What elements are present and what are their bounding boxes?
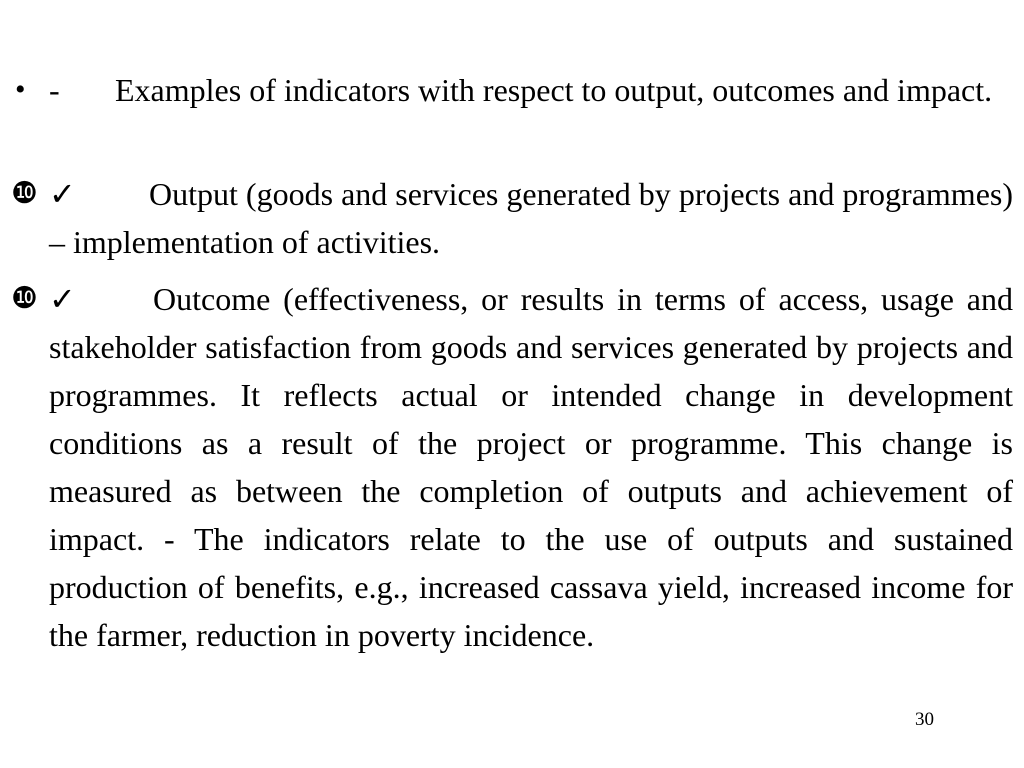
- checkmark-icon: ✓: [49, 176, 76, 212]
- paragraph-indicators-intro: [15, 66, 1013, 114]
- page-number: 30: [915, 709, 934, 730]
- paragraph-outcome: [11, 275, 1013, 659]
- dash-marker: -: [49, 72, 60, 108]
- checkmark-icon: ✓: [49, 281, 76, 317]
- paragraph-output: [11, 170, 1013, 266]
- bullet-marker: •: [15, 73, 26, 106]
- paragraph-text: Output (goods and services generated by projects and programmes) – implementation of activities.: [49, 176, 1013, 260]
- numbered-ten-icon: ❿: [11, 177, 38, 210]
- paragraph-text: Outcome (effectiveness, or results in terms of access, usage and stakeholder satisfaction from goods and services generated by projects and programmes. It reflects actual or intended change in development conditions as a result of the project or programme. This change is measured as between the completion of outputs and achievement of impact. - The indicators relate to the use of outputs and sustained production of benefits, e.g., increased cassava yield, increased income for the farmer, reduction in poverty incidence.: [49, 281, 1013, 653]
- paragraph-text: Examples of indicators with respect to output, outcomes and impact.: [115, 72, 993, 108]
- numbered-ten-icon: ❿: [11, 282, 38, 315]
